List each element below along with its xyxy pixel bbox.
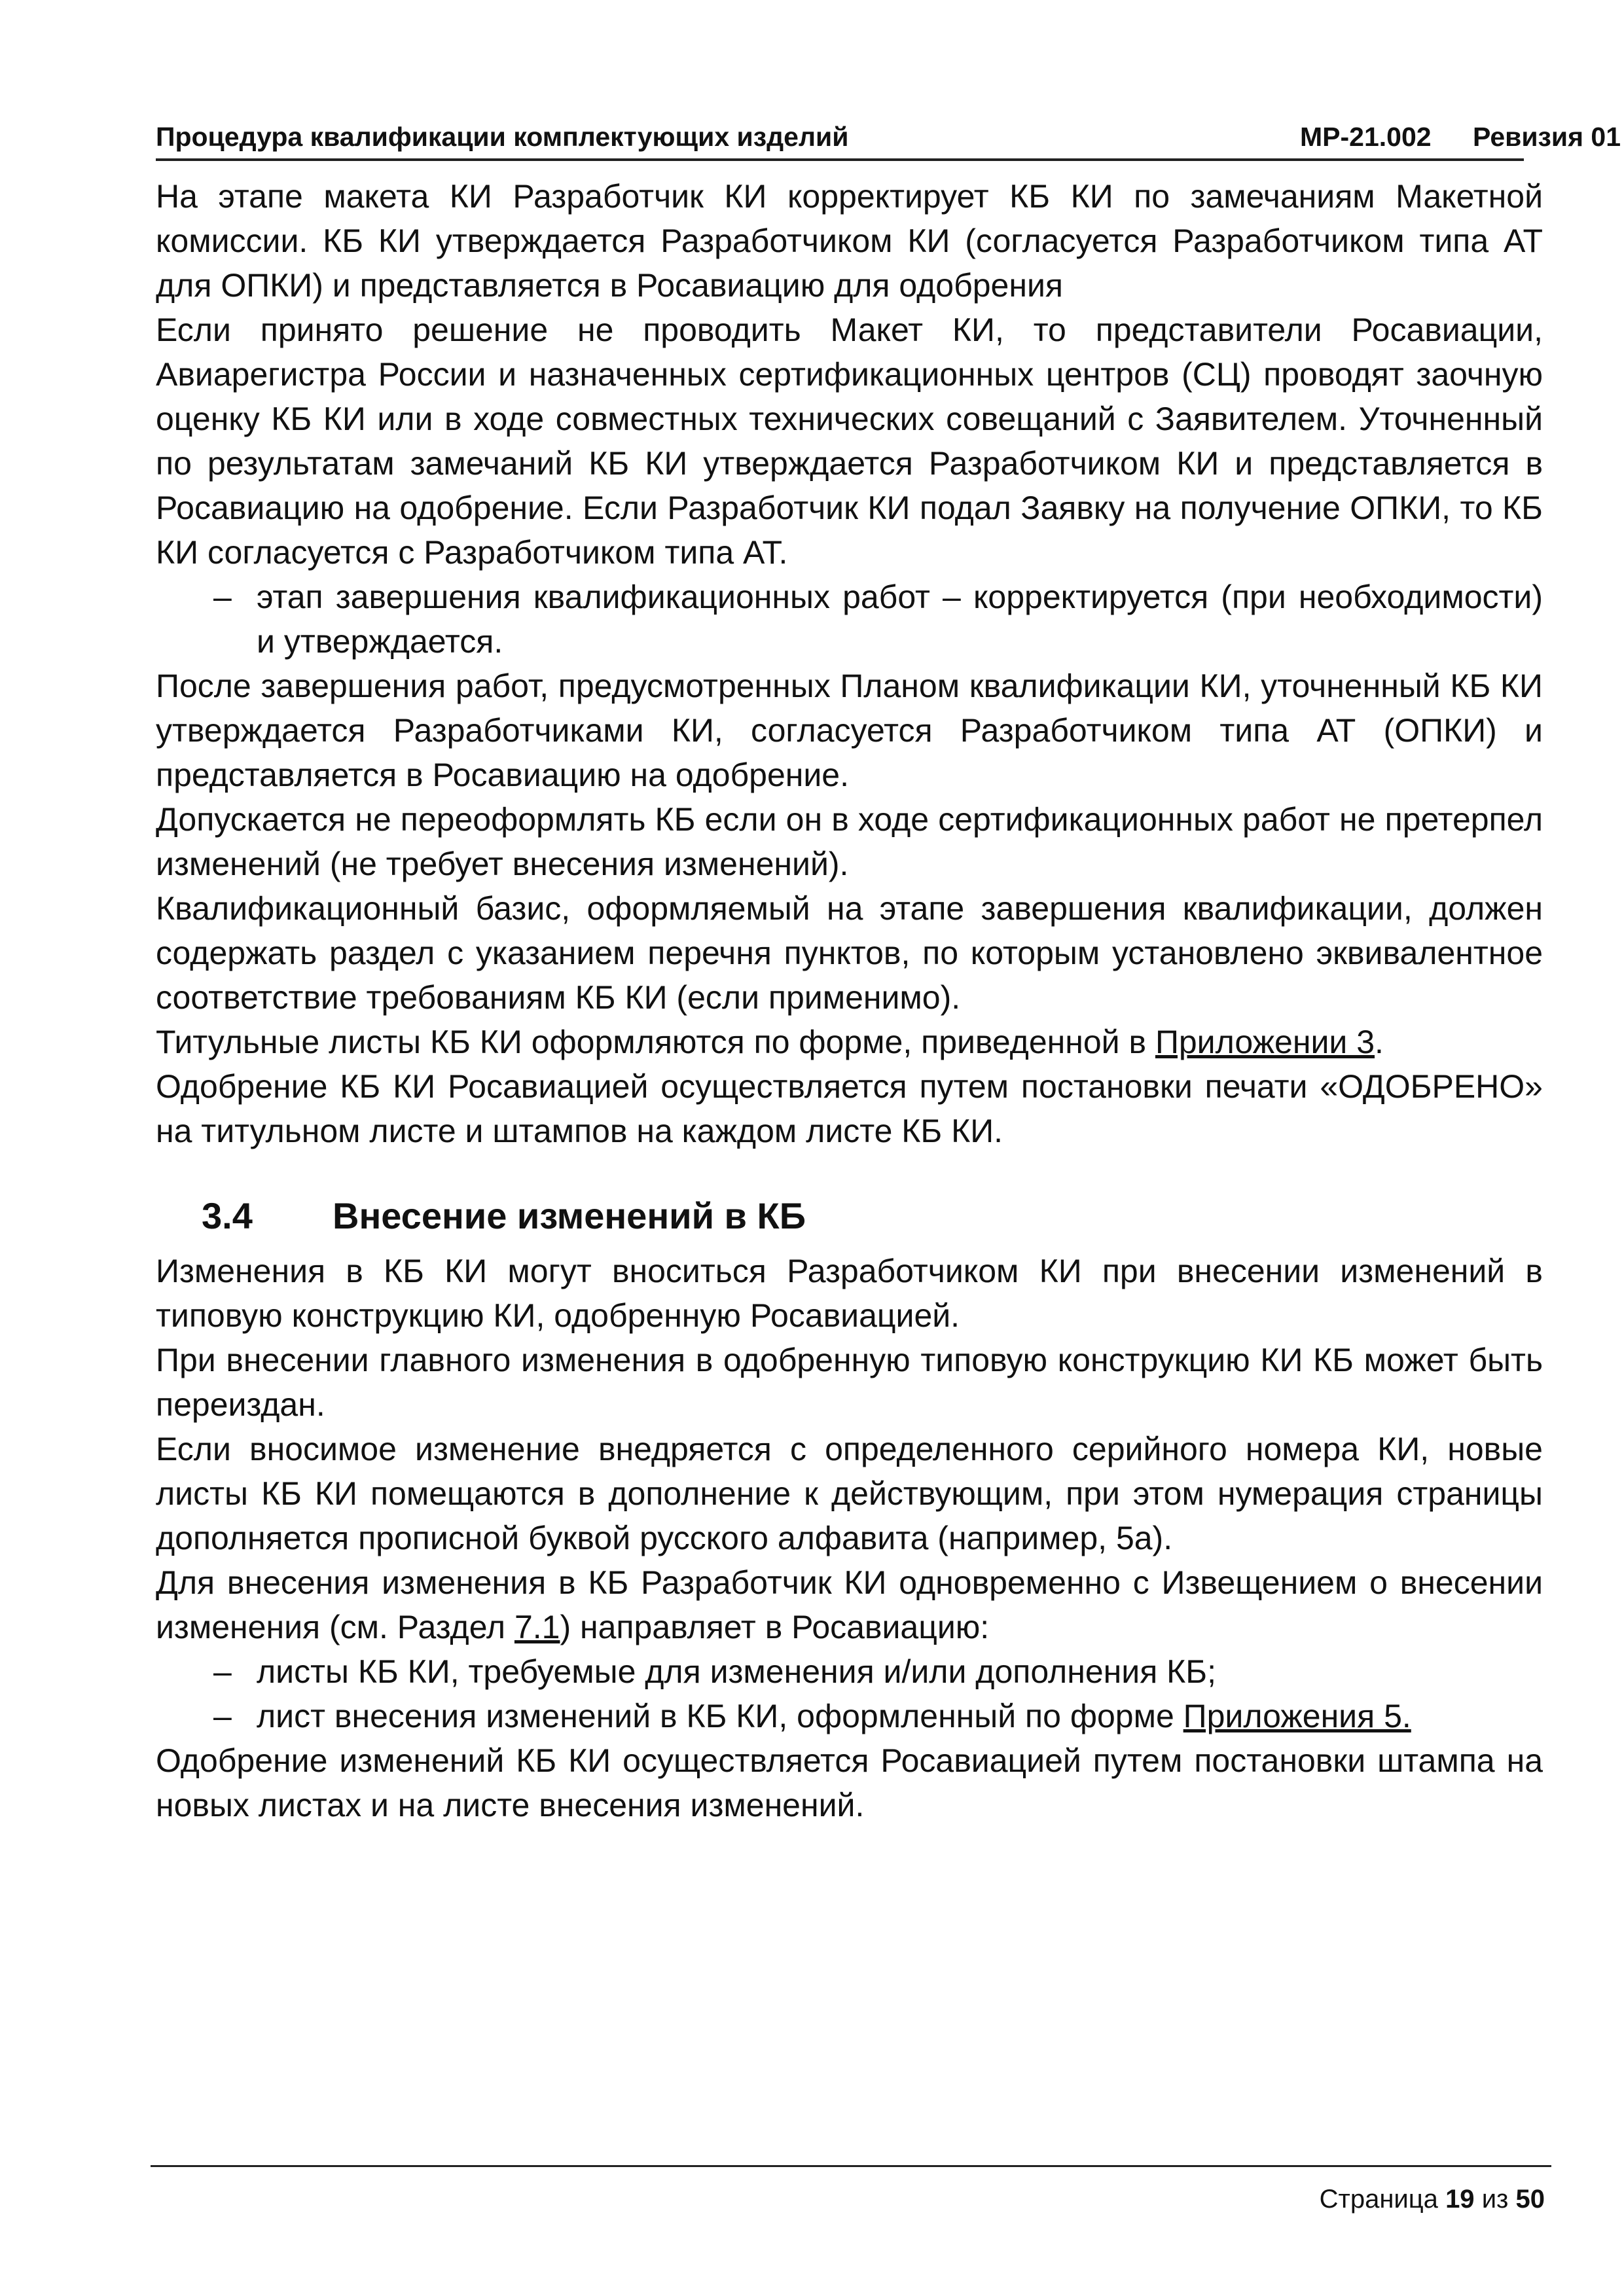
list-item <box>156 1694 1543 1738</box>
paragraph-no-mockup: Если принято решение не проводить Макет КИ, то представители Росавиации, Авиарегистра России и назначенных сертификационных центров (СЦ) проводят заочную оценку КБ КИ или в ходе совместных технических совещаний с Заявителем. Уточненный по результатам замечаний КБ КИ утверждается Разработчиком КИ и представляется в Росавиацию на одобрение. Если Разработчик КИ подал Заявку на получение ОПКИ, то КБ КИ согласуется с Разработчиком типа АТ. <box>156 312 1543 571</box>
dash-marker: – <box>213 579 232 615</box>
paragraph-major-change: При внесении главного изменения в одобренную типовую конструкцию КИ КБ может быть переиздан. <box>156 1342 1543 1423</box>
paragraph-change-approval: Одобрение изменений КБ КИ осуществляется Росавиацией путем постановки штампа на новых листах и на листе внесения изменений. <box>156 1742 1543 1823</box>
page-footer <box>1320 2185 1545 2214</box>
section-title: Внесение изменений в КБ <box>333 1195 806 1236</box>
paragraph-approval: Одобрение КБ КИ Росавиацией осуществляется путем постановки печати «ОДОБРЕНО» на титульном листе и штампов на каждом листе КБ КИ. <box>156 1068 1543 1149</box>
paragraph-title-sheets: Титульные листы КБ КИ оформляются по форме, приведенной в Приложении 3. <box>156 1024 1384 1060</box>
list-item-text: этап завершения квалификационных работ – корректируется (при необходимости) и утверждается. <box>257 579 1543 660</box>
bullet-list-completion <box>156 575 1543 664</box>
bullet-list-submission <box>156 1649 1543 1738</box>
footer-of-label: из <box>1481 2185 1509 2214</box>
dash-marker: – <box>213 1698 232 1734</box>
page-content <box>156 174 1543 1827</box>
list-item <box>156 575 1543 664</box>
list-item-text: листы КБ КИ, требуемые для изменения и/или дополнения КБ; <box>257 1653 1216 1690</box>
header-title: Процедура квалификации комплектующих изделий <box>156 122 849 152</box>
paragraph-changes: Изменения в КБ КИ могут вноситься Разработчиком КИ при внесении изменений в типовую конструкцию КИ, одобренную Росавиацией. <box>156 1253 1543 1334</box>
footer-page-number: 19 <box>1445 2185 1475 2214</box>
paragraph-qualification-basis: Квалификационный базис, оформляемый на этапе завершения квалификации, должен содержать раздел с указанием перечня пунктов, по которым установлено эквивалентное соответствие требованиям КБ КИ (если применимо). <box>156 890 1543 1016</box>
footer-page-label: Страница <box>1319 2185 1438 2214</box>
footer-total-pages: 50 <box>1515 2185 1545 2214</box>
paragraph-after-completion: После завершения работ, предусмотренных Планом квалификации КИ, уточненный КБ КИ утверждается Разработчиками КИ, согласуется Разработчиком типа АТ (ОПКИ) и представляется в Росавиацию на одобрение. <box>156 668 1543 793</box>
list-item <box>156 1649 1543 1694</box>
dash-marker: – <box>213 1653 232 1690</box>
paragraph-no-reissue: Допускается не переоформлять КБ если он в ходе сертификационных работ не претерпел изменений (не требует внесения изменений). <box>156 801 1543 882</box>
link-section-7-1[interactable]: 7.1 <box>514 1609 560 1645</box>
link-appendix-3[interactable]: Приложении 3 <box>1155 1024 1375 1060</box>
paragraph-mockup-stage: На этапе макета КИ Разработчик КИ корректирует КБ КИ по замечаниям Макетной комиссии. КБ КИ утверждается Разработчиком КИ (согласуется Разработчиком типа АТ для ОПКИ) и представляется в Росавиацию для одобрения <box>156 178 1543 304</box>
section-heading <box>156 1193 1543 1240</box>
footer-rule <box>151 2165 1551 2167</box>
list-item-text: лист внесения изменений в КБ КИ, оформленный по форме Приложения 5. <box>257 1698 1411 1734</box>
section-number: 3.4 <box>202 1195 253 1236</box>
header-doc-code: МР-21.002 <box>1300 122 1432 152</box>
page-header <box>156 122 1621 161</box>
header-revision: Ревизия 01 <box>1473 122 1621 152</box>
link-appendix-5[interactable]: Приложения 5. <box>1183 1698 1411 1734</box>
paragraph-serial-number: Если вносимое изменение внедряется с определенного серийного номера КИ, новые листы КБ КИ помещаются в дополнение к действующим, при этом нумерация страницы дополняется прописной буквой русского алфавита (например, 5а). <box>156 1431 1543 1556</box>
paragraph-submission: Для внесения изменения в КБ Разработчик КИ одновременно с Извещением о внесении изменения (см. Раздел 7.1) направляет в Росавиацию: <box>156 1564 1543 1645</box>
